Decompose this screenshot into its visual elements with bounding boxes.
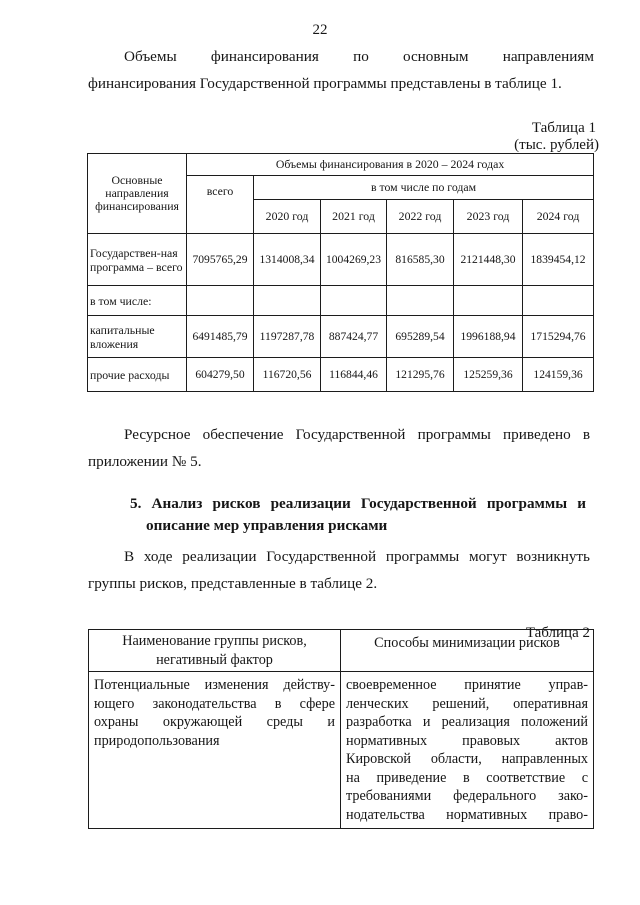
cell-value bbox=[254, 286, 321, 316]
row-label: в том числе: bbox=[88, 286, 187, 316]
cell-value bbox=[321, 286, 387, 316]
resources-paragraph bbox=[88, 421, 590, 475]
section-heading-line-2: описание мер управления рисками bbox=[146, 517, 388, 534]
table1-caption-block bbox=[396, 120, 599, 154]
cell-value: 695289,54 bbox=[387, 316, 454, 358]
table-row bbox=[89, 672, 594, 829]
table2-caption: Таблица 2 bbox=[525, 625, 590, 641]
cell-line: разработка и реализация положений bbox=[346, 714, 588, 730]
row-label: Государствен-ная программа – всего bbox=[88, 234, 187, 286]
table-row bbox=[88, 234, 594, 286]
risk-methods-header: Способы минимизации рисков bbox=[341, 630, 594, 672]
financing-table bbox=[87, 153, 594, 392]
cell-value: 1197287,78 bbox=[254, 316, 321, 358]
cell-value: 125259,36 bbox=[454, 358, 523, 392]
resources-line-1 bbox=[88, 421, 590, 448]
cell-line: охраны окружающей среды и bbox=[94, 714, 335, 730]
cell-value: 887424,77 bbox=[321, 316, 387, 358]
cell-value: 816585,30 bbox=[387, 234, 454, 286]
cell-line: ленческих решений, оперативная bbox=[346, 695, 588, 712]
intro-word: направлениям bbox=[502, 48, 594, 65]
intro-line-1 bbox=[88, 43, 594, 70]
cell-value: 1004269,23 bbox=[321, 234, 387, 286]
table-row bbox=[88, 316, 594, 358]
cell-line: нормативных правовых актов bbox=[346, 732, 588, 749]
cell-value: 7095765,29 bbox=[187, 234, 254, 286]
cell-value: 1996188,94 bbox=[454, 316, 523, 358]
year-header: 2023 год bbox=[454, 200, 523, 234]
cell-value: 6491485,79 bbox=[187, 316, 254, 358]
risks-table bbox=[88, 629, 594, 829]
risks-text-1: В ходе реализации Государственной программы могут возникнуть bbox=[124, 548, 590, 565]
table1-units: (тыс. рублей) bbox=[514, 137, 599, 153]
years-subgroup-header: в том числе по годам bbox=[254, 176, 594, 200]
financing-group-header: Объемы финансирования в 2020 – 2024 годах bbox=[187, 154, 594, 176]
risks-line-2: группы рисков, представленные в таблице 2. bbox=[88, 575, 378, 592]
intro-word: основным bbox=[402, 48, 469, 65]
year-header: 2020 год bbox=[254, 200, 321, 234]
cell-value bbox=[387, 286, 454, 316]
row-label: прочие расходы bbox=[88, 358, 187, 392]
cell-value bbox=[187, 286, 254, 316]
cell-line: природопользования bbox=[94, 732, 220, 749]
cell-line: Кировской области, направленных bbox=[346, 751, 588, 767]
cell-line: Потенциальные изменения действу- bbox=[94, 677, 335, 693]
resources-line-2: приложении № 5. bbox=[88, 453, 202, 470]
cell-value bbox=[454, 286, 523, 316]
year-header: 2021 год bbox=[321, 200, 387, 234]
risk-group-cell bbox=[89, 672, 341, 829]
cell-value: 116720,56 bbox=[254, 358, 321, 392]
cell-value: 1314008,34 bbox=[254, 234, 321, 286]
intro-paragraph bbox=[88, 43, 594, 97]
intro-word: финансирования bbox=[210, 48, 319, 65]
intro-word: по bbox=[353, 48, 369, 65]
cell-line: нодательства нормативных право- bbox=[346, 806, 588, 823]
cell-line: требованиями федерального зако- bbox=[346, 788, 588, 804]
col-total-header: всего bbox=[187, 176, 254, 234]
resources-text-1: Ресурсное обеспечение Государственной программы приведено в bbox=[124, 426, 590, 443]
cell-value: 1715294,76 bbox=[523, 316, 594, 358]
intro-line-2: финансирования Государственной программы представлены в таблице 1. bbox=[88, 75, 562, 92]
cell-value: 121295,76 bbox=[387, 358, 454, 392]
cell-value: 116844,46 bbox=[321, 358, 387, 392]
col-direction-header: Основные направления финансирования bbox=[88, 154, 187, 234]
cell-line: ющего законодательства в сфере bbox=[94, 695, 335, 712]
year-header: 2022 год bbox=[387, 200, 454, 234]
year-header: 2024 год bbox=[523, 200, 594, 234]
risks-intro-paragraph bbox=[88, 543, 590, 597]
risks-line-1 bbox=[88, 543, 590, 570]
cell-value bbox=[523, 286, 594, 316]
risk-methods-cell bbox=[341, 672, 594, 829]
cell-line: на приведение в соответствие с bbox=[346, 769, 588, 786]
intro-word: Объемы bbox=[124, 48, 177, 65]
section-heading bbox=[130, 493, 586, 537]
table-row bbox=[88, 286, 594, 316]
cell-line: своевременное принятие управ- bbox=[346, 677, 588, 693]
row-label: капитальные вложения bbox=[88, 316, 187, 358]
page-number: 22 bbox=[312, 22, 328, 38]
cell-value: 2121448,30 bbox=[454, 234, 523, 286]
table-row bbox=[88, 358, 594, 392]
cell-value: 1839454,12 bbox=[523, 234, 594, 286]
cell-value: 124159,36 bbox=[523, 358, 594, 392]
cell-value: 604279,50 bbox=[187, 358, 254, 392]
section-heading-line-1: 5. Анализ рисков реализации Государственной программы и bbox=[130, 495, 586, 512]
table1-caption: Таблица 1 bbox=[531, 120, 596, 136]
risk-group-header: Наименование группы рисков, негативный фактор bbox=[89, 630, 341, 672]
